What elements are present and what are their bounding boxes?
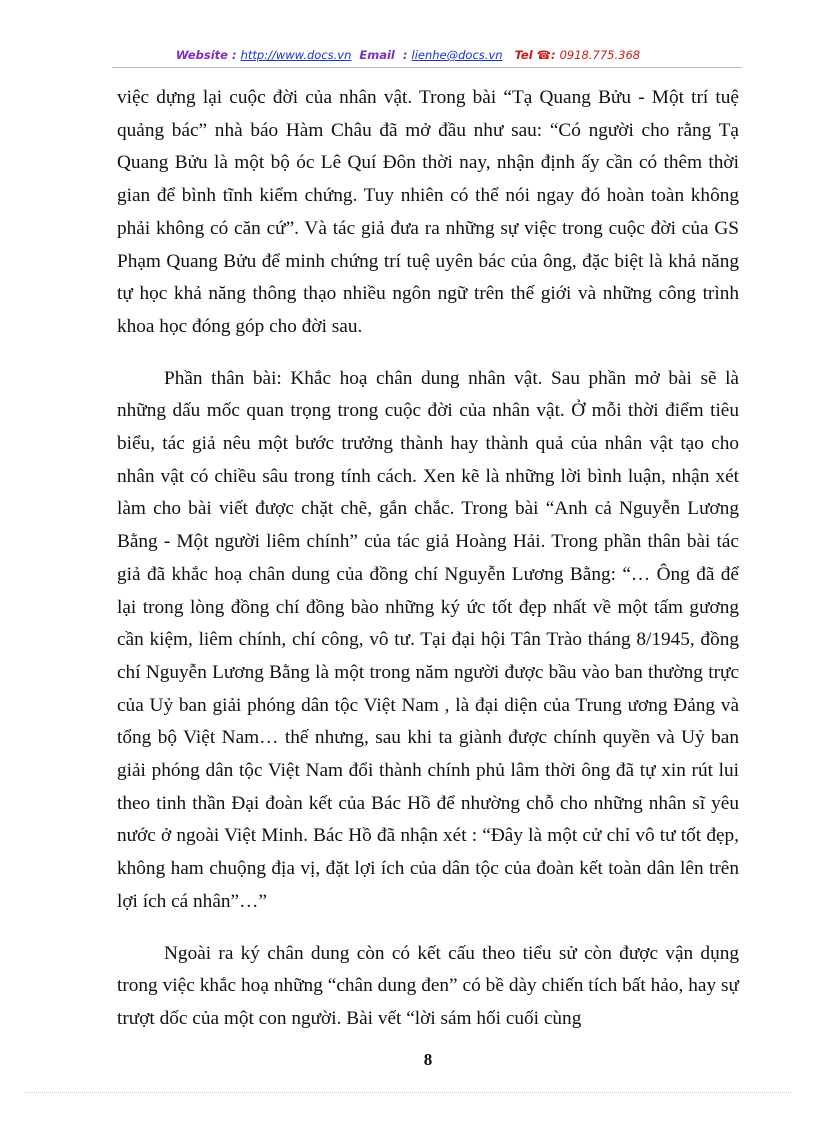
page-number: 8 — [423, 1050, 433, 1069]
body-paragraph-1: việc dựng lại cuộc đời của nhân vật. Trong bài “Tạ Quang Bửu - Một trí tuệ quảng bác” nhà báo Hàm Châu đã mở đầu như sau: “Có người cho rằng Tạ Quang Bửu là một bộ óc Lê Quí Đôn thời nay, nhận định ấy cần có thêm thời gian để bình tĩnh kiểm chứng. Tuy nhiên có thể nói ngay đó hoàn toàn không phải không có căn cứ”. Và tác giả đưa ra những sự việc trong cuộc đời của GS Phạm Quang Bửu để minh chứng trí tuệ uyên bác của ông, đặc biệt là khả năng tự học khả năng thông thạo nhiều ngôn ngữ trên thế giới và những công trình khoa học đóng góp cho đời sau. — [117, 87, 739, 337]
body-paragraph-3: Ngoài ra ký chân dung còn có kết cấu theo tiểu sử còn được vận dụng trong việc khắc hoạ những “chân dung đen” có bề dày chiến tích bất hảo, hay sự trượt dốc của một con người. Bài vết “lời sám hối cuối cùng — [117, 942, 739, 1029]
document-header — [0, 48, 816, 62]
tel-number: 0918.775.368 — [559, 48, 641, 62]
email-link[interactable]: lienhe@docs.vn — [411, 48, 503, 62]
tel-label: Tel ☎: — [514, 48, 556, 62]
footer-divider — [25, 1092, 791, 1093]
website-link[interactable]: http://www.docs.vn — [240, 48, 352, 62]
email-label: Email — [359, 48, 395, 62]
body-text — [117, 82, 739, 1036]
website-label: Website : — [175, 48, 237, 62]
header-divider — [112, 67, 742, 68]
email-separator: : — [402, 48, 408, 62]
body-paragraph-2: Phần thân bài: Khắc hoạ chân dung nhân vật. Sau phần mở bài sẽ là những dấu mốc quan trọng trong cuộc đời của nhân vật. Ở mỗi thời điểm tiêu biểu, tác giả nêu một bước trưởng thành hay thành quả của nhân vật tạo cho nhân vật có chiều sâu trong tính cách. Xen kẽ là những lời bình luận, nhận xét làm cho bài viết được chặt chẽ, gắn chắc. Trong bài “Anh cả Nguyễn Lương Bằng - Một người liêm chính” của tác giả Hoàng Hải. Trong phần thân bài tác giả đã khắc hoạ chân dung của đồng chí Nguyễn Lương Bằng: “… Ông đã để lại trong lòng đồng chí đồng bào những ký ức tốt đẹp nhất về một tấm gương cần kiệm, liêm chính, chí công, vô tư. Tại đại hội Tân Trào tháng 8/1945, đồng chí Nguyễn Lương Bằng là một trong năm người được bầu vào ban thường trực của Uỷ ban giải phóng dân tộc Việt Nam , là đại diện của Trung ương Đảng và tổng bộ Việt Nam… thế nhưng, sau khi ta giành được chính quyền và Uỷ ban giải phóng dân tộc Việt Nam đổi thành chính phủ lâm thời ông đã tự xin rút lui theo tinh thần Đại đoàn kết của Bác Hồ để nhường chỗ cho những nhân sĩ yêu nước ở ngoài Việt Minh. Bác Hồ đã nhận xét : “Đây là một cử chỉ vô tư tốt đẹp, không ham chuộng địa vị, đặt lợi ích của dân tộc của đoàn kết toàn dân lên trên lợi ích cá nhân”…” — [117, 367, 739, 912]
